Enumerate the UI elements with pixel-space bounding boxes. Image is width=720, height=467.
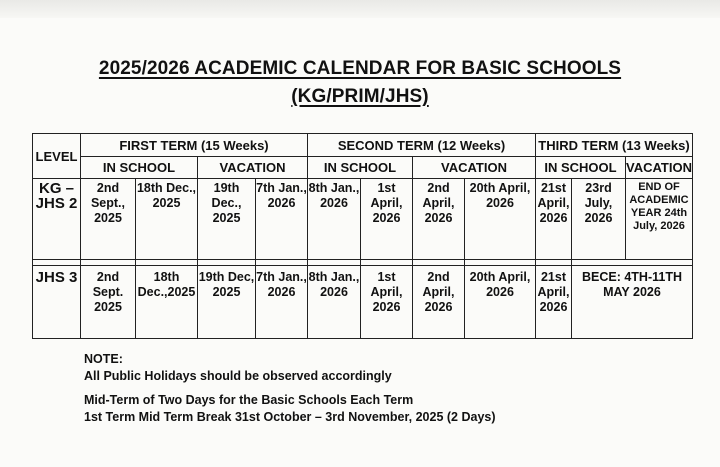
table-cell: 2nd April, 2026: [413, 266, 465, 339]
level-header: LEVEL: [33, 134, 81, 179]
table-cell: 8th Jan., 2026: [308, 179, 361, 260]
table-cell: 7th Jan., 2026: [256, 266, 308, 339]
table-cell: 20th April, 2026: [465, 179, 536, 260]
table-cell: 8th Jan., 2026: [308, 266, 361, 339]
note-public-holidays: All Public Holidays should be observed accordingly: [84, 369, 392, 383]
third-term-in-school-header: IN SCHOOL: [536, 157, 626, 179]
table-cell: END OF ACADEMIC YEAR 24th July, 2026: [626, 179, 693, 260]
page-title: 2025/2026 ACADEMIC CALENDAR FOR BASIC SCHOOLS: [98, 58, 622, 79]
table-cell: 18th Dec.,2025: [136, 266, 198, 339]
second-term-vacation-header: VACATION: [413, 157, 536, 179]
scan-edge: [0, 0, 720, 18]
first-term-header: FIRST TERM (15 Weeks): [81, 134, 308, 157]
table-cell: 18th Dec., 2025: [136, 179, 198, 260]
third-term-header: THIRD TERM (13 Weeks): [536, 134, 693, 157]
first-term-in-school-header: IN SCHOOL: [81, 157, 198, 179]
table-row: [33, 266, 693, 339]
bece-cell: BECE: 4TH-11TH MAY 2026: [572, 266, 693, 339]
second-term-header: SECOND TERM (12 Weeks): [308, 134, 536, 157]
table-cell: 2nd Sept., 2025: [81, 179, 136, 260]
table-cell: 2nd April, 2026: [413, 179, 465, 260]
table-cell: 21st April, 2026: [536, 266, 572, 339]
table-cell: 23rd July, 2026: [572, 179, 626, 260]
table-cell: 21st April, 2026: [536, 179, 572, 260]
note-first-term-break: 1st Term Mid Term Break 31st October – 3rd November, 2025 (2 Days): [84, 410, 496, 424]
table-row: [33, 179, 693, 260]
table-cell: 19th Dec, 2025: [198, 266, 256, 339]
table-cell: 20th April, 2026: [465, 266, 536, 339]
second-term-in-school-header: IN SCHOOL: [308, 157, 413, 179]
row-level: KG – JHS 2: [33, 179, 81, 260]
note-heading: NOTE:: [84, 352, 123, 366]
first-term-vacation-header: VACATION: [198, 157, 308, 179]
page-subtitle: (KG/PRIM/JHS): [291, 86, 429, 107]
third-term-vacation-header: VACATION: [626, 157, 693, 179]
table-cell: 19th Dec., 2025: [198, 179, 256, 260]
table-cell: 1st April, 2026: [361, 179, 413, 260]
calendar-table: [32, 133, 693, 339]
table-cell: 1st April, 2026: [361, 266, 413, 339]
note-mid-term: Mid-Term of Two Days for the Basic Schools Each Term: [84, 393, 414, 407]
row-level: JHS 3: [33, 266, 81, 339]
table-cell: 7th Jan., 2026: [256, 179, 308, 260]
table-cell: 2nd Sept. 2025: [81, 266, 136, 339]
